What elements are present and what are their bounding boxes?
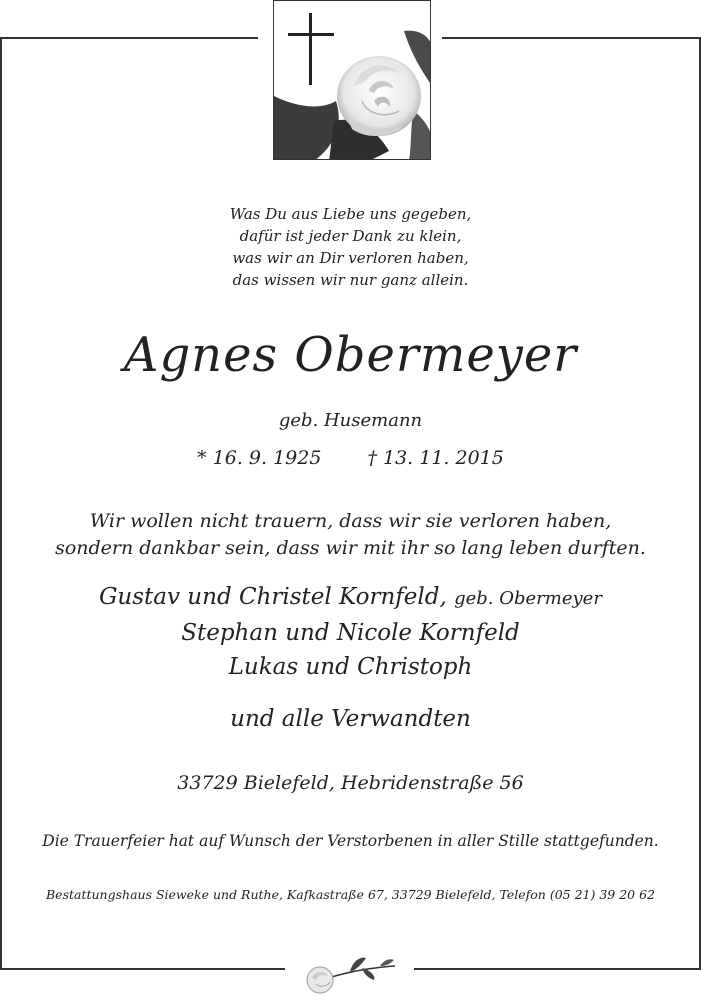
mourner-maiden-name: geb. Obermeyer	[454, 588, 602, 609]
quote-line: sondern dankbar sein, dass wir mit ihr so lang leben durften.	[55, 537, 646, 559]
frame-bottom-right	[414, 968, 701, 970]
maiden-name: geb. Husemann	[278, 410, 423, 431]
life-dates	[0, 446, 701, 470]
frame-bottom-left	[0, 968, 285, 970]
funeral-home-info: Bestattungshaus Sieweke und Ruthe, Kafkastraße 67, 33729 Bielefeld, Telefon (05 21) 39 20 62	[45, 887, 655, 902]
address: 33729 Bielefeld, Hebridenstraße 56	[177, 772, 524, 794]
birth-date: * 16. 9. 1925	[197, 447, 322, 469]
mourner-line: Stephan und Nicole Kornfeld	[181, 620, 520, 646]
memorial-quote	[0, 508, 701, 562]
cross-and-rose-photo	[273, 0, 431, 160]
rose-icon	[300, 948, 400, 998]
death-date: † 13. 11. 2015	[367, 447, 504, 469]
mourner-line	[0, 580, 701, 616]
deceased-name: Agnes Obermeyer	[123, 327, 578, 383]
verse-line: Was Du aus Liebe uns gegeben,	[229, 205, 472, 223]
mourner-names: Gustav und Christel Kornfeld,	[99, 584, 447, 610]
verse-line: dafür ist jeder Dank zu klein,	[239, 227, 462, 245]
mourners-list	[0, 580, 701, 684]
mourner-line: Lukas und Christoph	[228, 654, 473, 680]
verse-line: das wissen wir nur ganz allein.	[232, 271, 469, 289]
frame-top-left	[0, 37, 258, 39]
frame-top-right	[442, 37, 701, 39]
funeral-notice: Die Trauerfeier hat auf Wunsch der Verstorbenen in aller Stille stattgefunden.	[42, 832, 659, 850]
quote-line: Wir wollen nicht trauern, dass wir sie verloren haben,	[89, 510, 612, 532]
relatives-line: und alle Verwandten	[230, 706, 471, 732]
verse	[0, 203, 701, 291]
verse-line: was wir an Dir verloren haben,	[232, 249, 469, 267]
